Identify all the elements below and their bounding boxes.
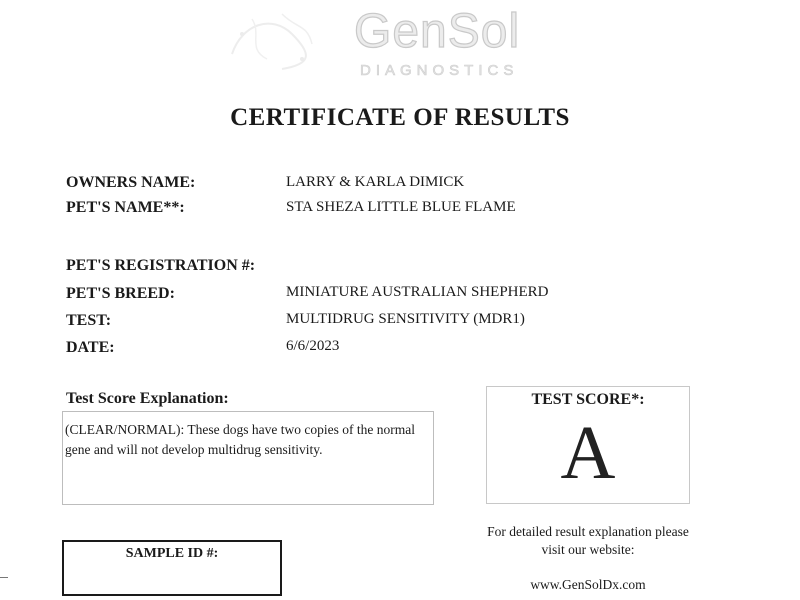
pets-name-value: STA SHEZA LITTLE BLUE FLAME — [286, 199, 516, 215]
explanation-box — [62, 411, 434, 505]
breed-value: MINIATURE AUSTRALIAN SHEPHERD — [286, 284, 549, 300]
company-logo — [340, 4, 550, 84]
logo-swirl-icon — [212, 4, 332, 84]
owners-name-label: OWNERS NAME: — [66, 174, 196, 191]
registration-label: PET'S REGISTRATION #: — [66, 257, 256, 274]
date-label: DATE: — [66, 339, 115, 356]
scan-mark — [0, 577, 8, 578]
website-note: For detailed result explanation please visit our website: — [487, 524, 689, 557]
owners-name-value: LARRY & KARLA DIMICK — [286, 174, 465, 190]
test-label: TEST: — [66, 312, 112, 329]
pets-name-label: PET'S NAME**: — [66, 199, 185, 216]
test-score-box — [486, 386, 690, 504]
test-value: MULTIDRUG SENSITIVITY (MDR1) — [286, 311, 525, 327]
sample-id-box — [62, 540, 282, 596]
test-score-label: TEST SCORE*: — [531, 391, 645, 408]
website-link[interactable]: www.GenSolDx.com — [530, 577, 646, 592]
logo-tagline: DIAGNOSTICS — [360, 62, 519, 79]
logo-brand: GenSol — [354, 5, 521, 58]
explanation-heading: Test Score Explanation: — [66, 390, 229, 407]
explanation-text: (CLEAR/NORMAL): These dogs have two copies of the normal gene and will not develop multidrug sensitivity. — [65, 422, 415, 457]
test-score-value: A — [560, 411, 616, 495]
breed-label: PET'S BREED: — [66, 285, 175, 302]
date-value: 6/6/2023 — [286, 338, 340, 354]
certificate-title: CERTIFICATE OF RESULTS — [230, 104, 570, 131]
sample-id-label: SAMPLE ID #: — [125, 546, 219, 561]
